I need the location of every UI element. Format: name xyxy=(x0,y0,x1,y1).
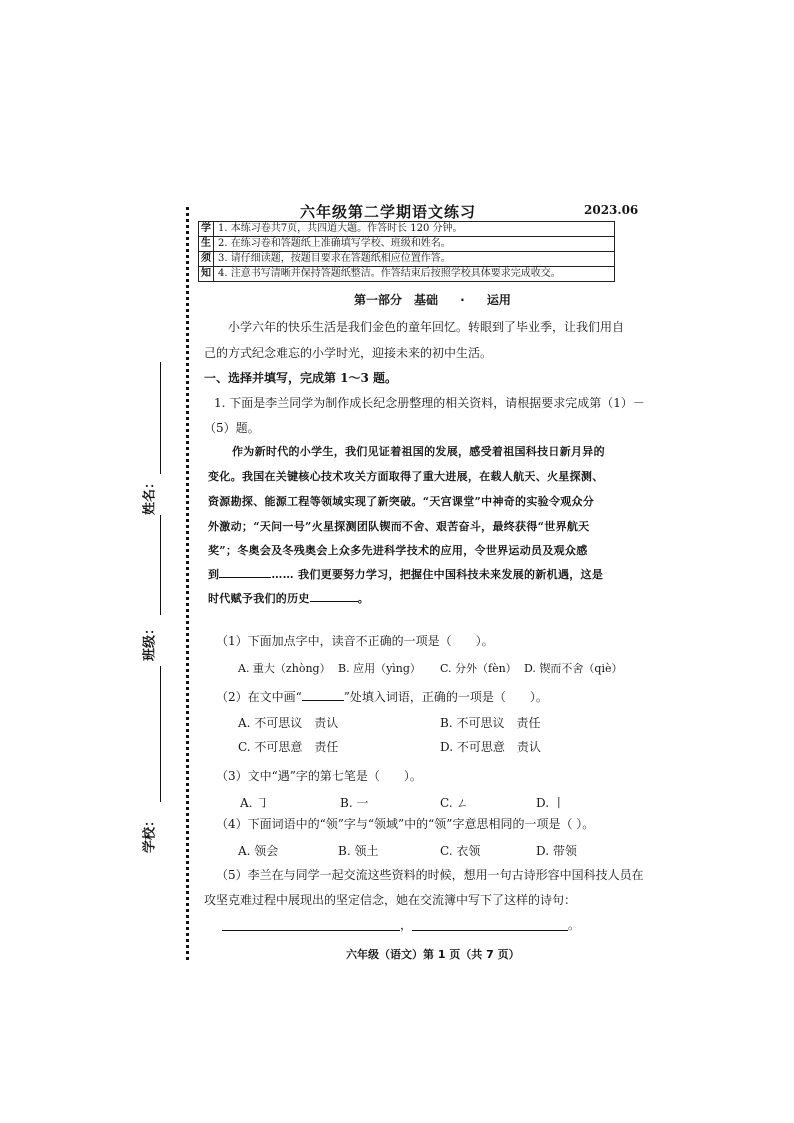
q3-option-c[interactable]: C. ㄥ xyxy=(440,796,469,810)
question-1-stem: 1. 下面是李兰同学为制作成长纪念册整理的相关资料，请根据要求完成第（1）－ xyxy=(214,396,645,410)
q3-option-a[interactable]: A. ㇆ xyxy=(240,796,269,810)
material-line: 奖”；冬奥会及冬残奥会上众多先进科学技术的应用，令世界运动员及观众感 xyxy=(208,544,588,557)
q4-option-b[interactable]: B. 领土 xyxy=(338,844,379,858)
q4-option-c[interactable]: C. 衣领 xyxy=(440,844,481,858)
school-label: 学校： xyxy=(142,814,158,854)
exam-date: 2023.06 xyxy=(584,203,639,217)
material-line: 资源勘探、能源工程等领域实现了新突破。“天宫课堂”中神奇的实验令观众分 xyxy=(208,495,595,508)
subquestion-5: （5）李兰在与同学一起交流这些资料的时候，想用一句古诗形容中国科技人员在 xyxy=(216,868,644,882)
notice-label-char: 须 xyxy=(199,252,214,267)
notice-item: 4. 注意书写清晰并保持答题纸整洁。作答结束后按照学校具体要求完成收交。 xyxy=(214,267,615,282)
material-line: 外激动；“天问一号”火星探测团队锲而不舍、艰苦奋斗，最终获得“世界航天 xyxy=(208,520,590,533)
material-line-7 xyxy=(208,590,369,606)
name-label: 姓名： xyxy=(142,476,158,516)
notice-item: 1. 本练习卷共7页，共四道大题。作答时长 120 分钟。 xyxy=(214,222,615,237)
notice-label-char: 生 xyxy=(199,237,214,252)
subquestion-4: （4）下面词语中的“领”字与“领域”中的“领”字意思相同的一项是（ ）。 xyxy=(216,817,595,831)
answer-comma: ， xyxy=(400,918,413,932)
instructions-table xyxy=(198,221,615,282)
name-field[interactable] xyxy=(160,362,161,474)
section-heading: 一、选择并填写，完成第 1～3 题。 xyxy=(204,371,398,385)
subquestion-5-cont: 攻坚克难过程中展现出的坚定信念，她在交流簿中写下了这样的诗句： xyxy=(204,893,577,907)
binding-dotted-line xyxy=(186,207,189,960)
material-text: 时代赋予我们的历史 xyxy=(208,592,310,605)
subquestion-1: （1）下面加点字中，读音不正确的一项是（ ）。 xyxy=(216,634,494,648)
class-label: 班级： xyxy=(142,622,158,662)
answer-line-1[interactable] xyxy=(222,930,400,931)
q3-option-b[interactable]: B. 一 xyxy=(340,796,369,810)
q1-option-b[interactable]: B. 应用（yìng） xyxy=(338,662,421,675)
q1-option-a[interactable]: A. 重大（zhòng） xyxy=(238,662,331,675)
q2-option-b[interactable]: B. 不可思议 责任 xyxy=(440,716,541,730)
q2-option-d[interactable]: D. 不可思意 责认 xyxy=(440,740,541,754)
q4-option-a[interactable]: A. 领会 xyxy=(238,844,279,858)
intro-line-2: 己的方式纪念难忘的小学时光，迎接未来的初中生活。 xyxy=(204,346,493,360)
material-text: 。 xyxy=(357,592,370,605)
class-field[interactable] xyxy=(160,515,161,615)
part-title: 第一部分 基础 · 运用 xyxy=(354,293,511,307)
page-title: 六年级第二学期语文练习 xyxy=(300,203,477,221)
q2-option-a[interactable]: A. 不可思议 责认 xyxy=(238,716,339,730)
q1-option-c[interactable]: C. 分外（fèn） xyxy=(440,662,517,675)
subquestion-2 xyxy=(216,688,548,706)
material-text: 到 xyxy=(208,568,220,581)
notice-label-char: 知 xyxy=(199,267,214,282)
material-line-6 xyxy=(208,566,603,582)
question-1-stem-cont: （5）题。 xyxy=(204,421,260,435)
notice-item: 2. 在练习卷和答题纸上准确填写学校、班级和姓名。 xyxy=(214,237,615,252)
q2-stem-part: ”处填入词语，正确的一项是（ ）。 xyxy=(343,690,548,704)
material-line: 作为新时代的小学生，我们见证着祖国的发展，感受着祖国科技日新月异的 xyxy=(232,445,605,458)
q2-stem-part: （2）在文中画“ xyxy=(216,690,302,704)
material-text: …… 我们更要努力学习，把握住中国科技未来发展的新机遇，这是 xyxy=(271,568,604,581)
material-line: 变化。我国在关键核心技术攻关方面取得了重大进展，在载人航天、火星探测、 xyxy=(208,470,604,483)
blank-line xyxy=(219,577,271,578)
q2-option-c[interactable]: C. 不可思意 责任 xyxy=(238,740,339,754)
blank-line xyxy=(302,700,344,701)
q3-option-d[interactable]: D. 丨 xyxy=(536,796,565,810)
blank-line xyxy=(310,601,358,602)
answer-period: 。 xyxy=(568,918,581,932)
subquestion-3: （3）文中“遇”字的第七笔是（ ）。 xyxy=(216,769,422,783)
intro-line-1: 小学六年的快乐生活是我们金色的童年回忆。转眼到了毕业季，让我们用自 xyxy=(228,320,625,334)
answer-line-2[interactable] xyxy=(412,930,568,931)
school-field[interactable] xyxy=(160,666,161,802)
q1-option-d[interactable]: D. 锲而不舍（qiè） xyxy=(524,662,623,675)
q4-option-d[interactable]: D. 带领 xyxy=(536,844,577,858)
page-footer: 六年级（语文）第 1 页（共 7 页） xyxy=(346,948,520,961)
notice-label-char: 学 xyxy=(199,222,214,237)
notice-item: 3. 请仔细读题，按题目要求在答题纸相应位置作答。 xyxy=(214,252,615,267)
